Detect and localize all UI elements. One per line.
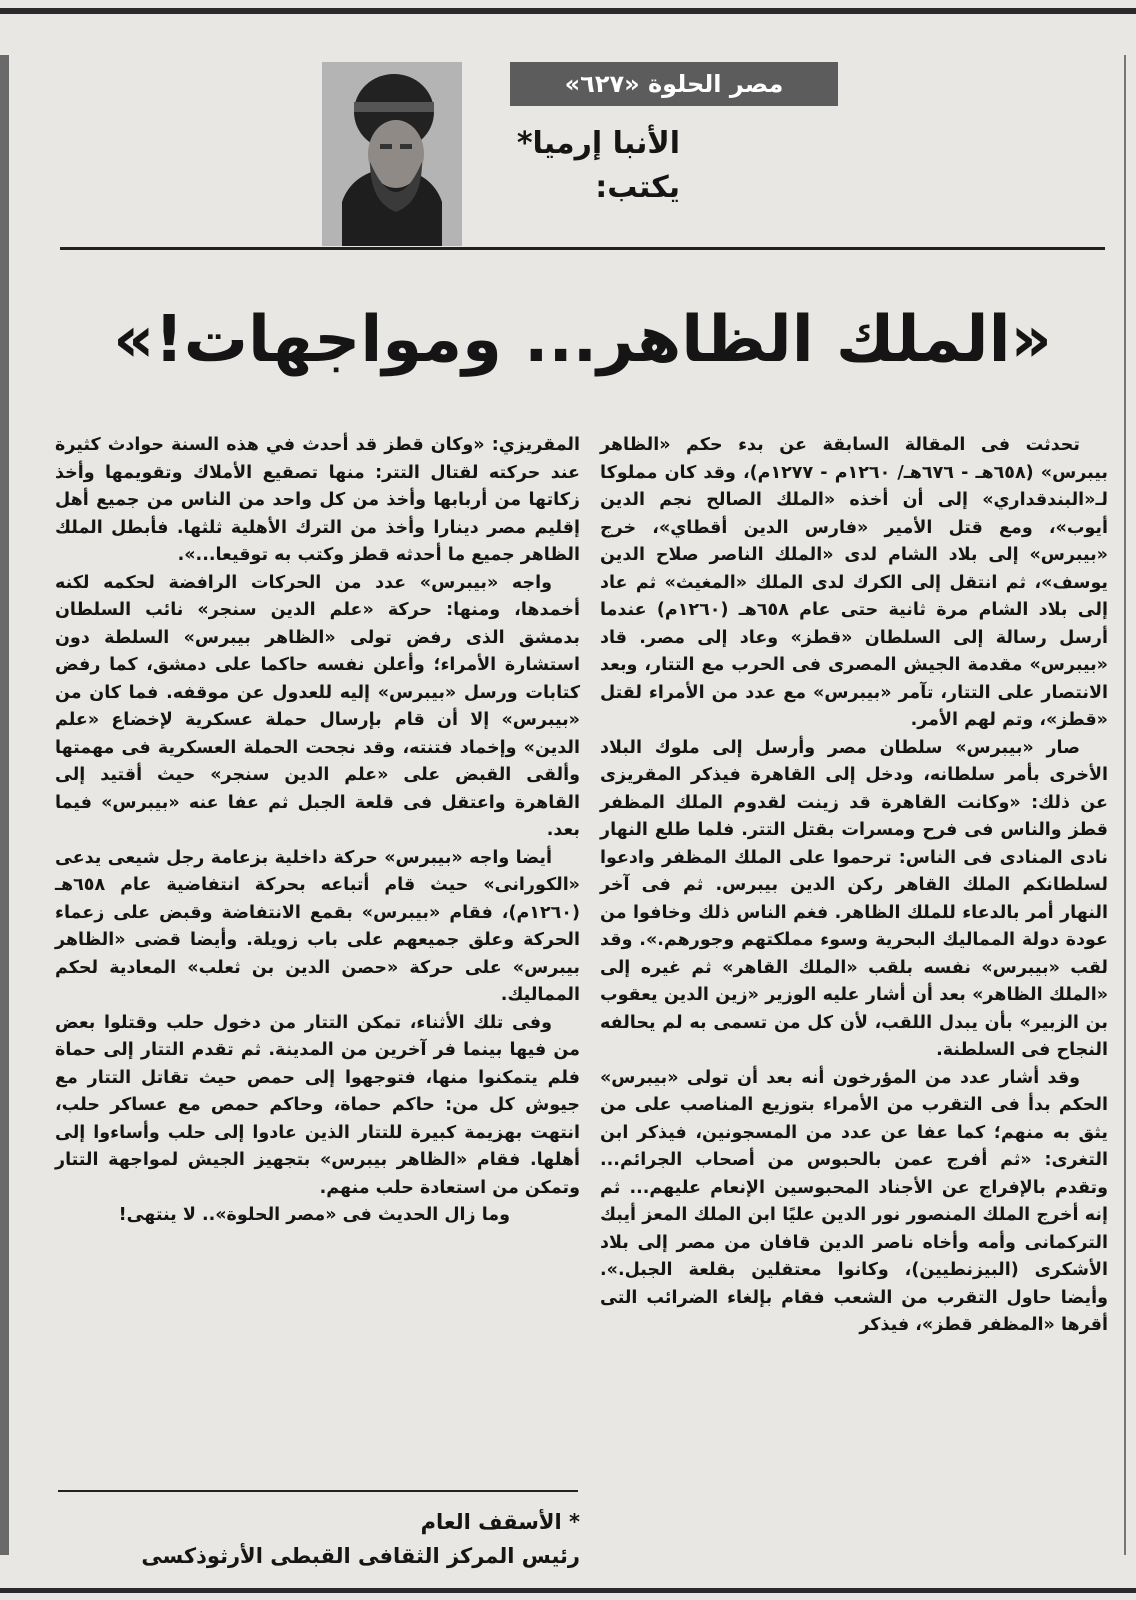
footnote-position: رئيس المركز الثقافى القبطى الأرثوذكسى: [141, 1544, 580, 1568]
author-portrait-icon: [322, 62, 462, 246]
paragraph: أيضا واجه «بيبرس» حركة داخلية بزعامة رجل شيعى يدعى «الكورانى» حيث قام أتباعه بحركة انتفاضية عام ٦٥٨هـ (١٢٦٠م)، فقام «بيبرس» بقمع الانتفاضة وقبض على زعماء الحركة وعلق جميعهم على باب زويلة. وأيضا قضى «الظاهر بيبرس» على حركة «حصن الدين بن ثعلب» المعادية لحكم المماليك.: [55, 847, 580, 1005]
paragraph: صار «بيبرس» سلطان مصر وأرسل إلى ملوك البلاد الأخرى بأمر سلطانه، ودخل إلى القاهرة فيذكر المقريزى عن ذلك: «وكانت القاهرة قد زينت لقدوم الملك المظفر قطز والناس فى فرح ومسرات بقتل التتر. فلما طلع النهار نادى المنادى فى الناس: ترحموا على الملك المظفر وادعوا لسلطانكم الملك القاهر ركن الدين بيبرس. ثم فى آخر النهار أمر بالدعاء للملك الظاهر. فغم الناس ذلك وخافوا من عودة دولة المماليك البحرية وسوء مملكتهم وجورهم.». وقد لقب «بيبرس» نفسه بلقب «الملك القاهر» ثم غيره إلى «الملك الظاهر» بعد أن أشار عليه الوزير «زين الدين يعقوب بن الزبير» بأن يبدل اللقب، لأن كل من تسمى به لم يحالفه النجاح فى السلطنة.: [600, 737, 1108, 1060]
author-footnote: [55, 1505, 580, 1573]
paragraph: تحدثت فى المقالة السابقة عن بدء حكم «الظاهر بيبرس» (٦٥٨هـ - ٦٧٦هـ/ ١٢٦٠م - ١٢٧٧م)، وقد كان مملوكا لـ«البندقداري» إلى أن أخذه «الملك الصالح نجم الدين أيوب»، ومع قتل الأمير «فارس الدين أقطاي»، خرج «بيبرس» إلى بلاد الشام لدى «الملك الناصر صلاح الدين يوسف»، ثم انتقل إلى الكرك لدى الملك «المغيث» ثم عاد إلى بلاد الشام مرة ثانية حتى عام ٦٥٨هـ (١٢٦٠م) عندما أرسل رسالة إلى السلطان «قطز» وعاد إلى مصر. قاد «بيبرس» مقدمة الجيش المصرى فى الحرب مع التتار، وبعد الانتصار على التتار، تآمر «بيبرس» مع عدد من الأمراء لقتل «قطز»، وتم لهم الأمر.: [600, 435, 1108, 730]
paragraph: وفى تلك الأثناء، تمكن التتار من دخول حلب وقتلوا بعض من فيها بينما فر آخرين من المدينة. ثم تقدم التتار إلى حماة فلم يتمكنوا منها، فتوجهوا إلى حمص حيث تقاتل التتار مع جيوش كل من: حاكم حماة، وحاكم حمص مع عساكر حلب، انتهت بهزيمة كبيرة للتتار الذين عادوا إلى حلب وأساءوا إلى أهلها. فقام «الظاهر بيبرس» بتجهيز الجيش لمواجهة التتار وتمكن من استعادة حلب منهم.: [55, 1012, 580, 1198]
bottom-border-rule: [0, 1588, 1136, 1593]
footnote-title: * الأسقف العام: [420, 1510, 580, 1534]
paragraph: المقريزي: «وكان قطز قد أحدث في هذه السنة حوادث كثيرة عند حركته لقتال التتر: منها تصقيع الأملاك وتقويمها وأخذ زكاتها من أربابها وأخذ من كل واحد من الناس من جميع أهل إقليم مصر دينارا وأخذ من الترك الأهلية ثلثها. فأبطل الملك الظاهر جميع ما أحدثه قطز وكتب به توقيعا...».: [55, 435, 580, 565]
footnote-divider: [58, 1490, 578, 1492]
left-page-edge: [0, 55, 9, 1555]
author-writes-label: يكتب:: [595, 170, 680, 205]
article-column-right: [600, 432, 1108, 1340]
article-headline: «الملك الظاهر... ومواجهات!»: [113, 303, 1052, 377]
paragraph: واجه «بيبرس» عدد من الحركات الرافضة لحكمه لكنه أخمدها، ومنها: حركة «علم الدين سنجر» نائب السلطان بدمشق الذى رفض تولى «الظاهر بيبرس» السلطة دون استشارة الأمراء؛ وأعلن نفسه حاكما على دمشق، كما رفض كتابات ورسل «بيبرس» إليه للعدول عن موقفه. فما كان من «بيبرس» إلا أن قام بإرسال حملة عسكرية لإخضاع «علم الدين» وإخماد فتنته، وقد نجحت الحملة العسكرية فى مهمتها وألقى القبض على «علم الدين سنجر» حيث أقتيد إلى القاهرة واعتقل فى قلعة الجبل ثم عفا عنه «بيبرس» فيما بعد.: [55, 572, 580, 840]
top-border-rule: [0, 8, 1136, 14]
author-byline: [480, 122, 680, 210]
paragraph: وقد أشار عدد من المؤرخون أنه بعد أن تولى «بيبرس» الحكم بدأ فى التقرب من الأمراء بتوزيع المناصب على من يثق به منهم؛ كما عفا عن عدد من المسجونين، فيذكر ابن التغرى: «ثم أفرج عمن بالحبوس من أصحاب الجرائم... وتقدم بالإفراج عن الأجناد المحبوسين الإنعام عليهم... ثم إنه أخرج الملك المنصور نور الدين عليًا ابن الملك المعز أيبك التركمانى وأمه وأخاه ناصر الدين قافان من مصر إلى بلاد الأشكرى (البيزنطيين)، وكانوا معتقلين بقلعة الجبل.». وأيضا حاول التقرب من الشعب فقام بإلغاء الضرائب التى أقرها «المظفر قطز»، فيذكر: [600, 1067, 1108, 1335]
closing-line: وما زال الحديث فى «مصر الحلوة».. لا ينتهى!: [118, 1205, 510, 1225]
right-border-rule: [1124, 55, 1126, 1555]
column-name-badge: مصر الحلوة «٦٢٧»: [510, 62, 838, 106]
author-photo: [322, 62, 462, 246]
header-divider: [60, 247, 1105, 250]
author-name: الأنبا إرميا*: [516, 126, 680, 161]
article-column-left: [55, 432, 580, 1230]
